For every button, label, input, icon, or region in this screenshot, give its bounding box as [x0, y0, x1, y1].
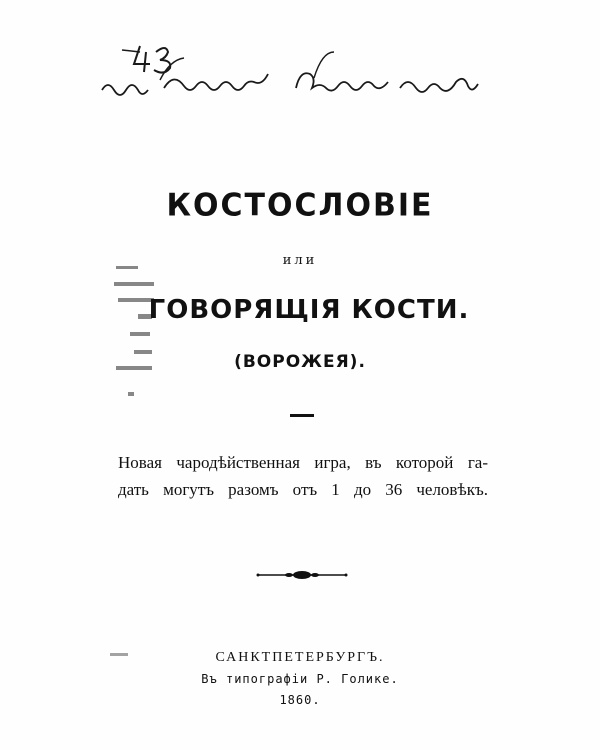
book-title: КОСТОСЛОВІЕ — [166, 187, 434, 224]
show-through-image — [112, 262, 158, 412]
handwriting-image — [100, 38, 480, 108]
conjunction-text: или — [282, 253, 318, 268]
ornament-icon — [256, 568, 348, 582]
description-line-1: Новая чародѣйственная игра, въ которой га- — [118, 453, 488, 472]
handwritten-inscription — [100, 38, 480, 108]
imprint-printer: Въ типографіи Р. Голике. — [201, 672, 399, 686]
parenthetical-title: (ВОРОЖЕЯ). — [234, 352, 366, 372]
book-subtitle: ГОВОРЯЩІЯ КОСТИ. — [148, 295, 470, 325]
description-line-2: дать могутъ разомъ отъ 1 до 36 человѣкъ. — [118, 480, 488, 499]
imprint-city: САНКТПЕТЕРБУРГЪ. — [215, 650, 385, 665]
separator-dash — [290, 414, 314, 417]
ornamental-rule — [256, 568, 348, 582]
show-through-text — [112, 262, 158, 412]
imprint-year: 1860. — [279, 693, 321, 707]
